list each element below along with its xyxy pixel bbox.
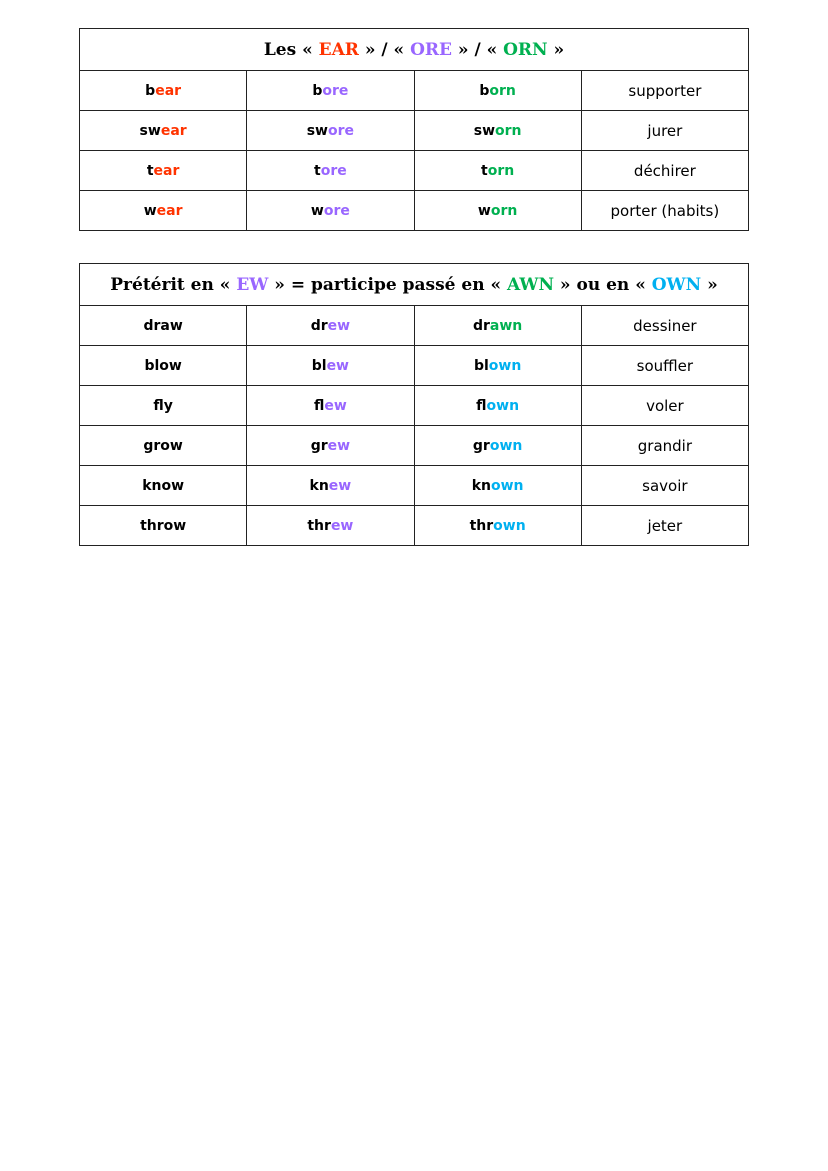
word-ending: ew bbox=[330, 517, 354, 534]
word-stem: sw bbox=[306, 122, 328, 139]
title-text: » bbox=[547, 39, 565, 60]
word-ending: own bbox=[486, 397, 520, 414]
word-stem: fly bbox=[153, 397, 173, 414]
word-stem: blow bbox=[144, 357, 182, 374]
preterite-cell bbox=[247, 191, 414, 231]
translation-cell: savoir bbox=[581, 466, 748, 506]
word-stem: w bbox=[477, 202, 491, 219]
word-ending: ore bbox=[328, 122, 355, 139]
past-participle-cell bbox=[414, 191, 581, 231]
ew-awn-own-table bbox=[79, 263, 749, 546]
table-row bbox=[80, 386, 749, 426]
title-text: » / « bbox=[451, 39, 504, 60]
word-stem: fl bbox=[313, 397, 325, 414]
translation-cell: dessiner bbox=[581, 306, 748, 346]
word-stem: draw bbox=[143, 317, 183, 334]
word-stem: grow bbox=[143, 437, 183, 454]
word-stem: throw bbox=[140, 517, 187, 534]
word-stem: thr bbox=[469, 517, 494, 534]
base-form-cell bbox=[80, 191, 247, 231]
past-participle-cell bbox=[414, 111, 581, 151]
preterite-cell bbox=[247, 506, 414, 546]
table-row bbox=[80, 151, 749, 191]
base-form-cell bbox=[80, 386, 247, 426]
translation-cell: souffler bbox=[581, 346, 748, 386]
word-stem: know bbox=[142, 477, 185, 494]
ear-ore-orn-table bbox=[79, 28, 749, 231]
word-ending: ear bbox=[156, 202, 183, 219]
word-ending: orn bbox=[490, 202, 518, 219]
word-stem: b bbox=[479, 82, 490, 99]
table-row bbox=[80, 191, 749, 231]
word-stem: bl bbox=[473, 357, 489, 374]
word-ending: ew bbox=[328, 477, 352, 494]
word-ending: own bbox=[493, 517, 526, 534]
table-row bbox=[80, 306, 749, 346]
word-ending: own bbox=[488, 357, 522, 374]
word-ending: own bbox=[491, 477, 524, 494]
translation-cell: porter (habits) bbox=[581, 191, 748, 231]
past-participle-cell bbox=[414, 386, 581, 426]
title-suffix-orn: ORN bbox=[503, 39, 548, 60]
past-participle-cell bbox=[414, 71, 581, 111]
past-participle-cell bbox=[414, 151, 581, 191]
word-stem: kn bbox=[309, 477, 329, 494]
word-ending: orn bbox=[487, 162, 515, 179]
word-stem: sw bbox=[473, 122, 496, 139]
past-participle-cell bbox=[414, 306, 581, 346]
preterite-cell bbox=[247, 306, 414, 346]
word-stem: sw bbox=[139, 122, 161, 139]
title-suffix-own: OWN bbox=[651, 274, 702, 295]
title-suffix-awn: AWN bbox=[507, 274, 555, 295]
preterite-cell bbox=[247, 111, 414, 151]
base-form-cell bbox=[80, 151, 247, 191]
table-row bbox=[80, 506, 749, 546]
word-stem: t bbox=[314, 162, 321, 179]
word-ending: ew bbox=[326, 357, 349, 374]
table-row bbox=[80, 111, 749, 151]
title-suffix-ore: ORE bbox=[410, 39, 452, 60]
translation-cell: déchirer bbox=[581, 151, 748, 191]
preterite-cell bbox=[247, 151, 414, 191]
word-stem: b bbox=[312, 82, 323, 99]
translation-cell: supporter bbox=[581, 71, 748, 111]
word-stem: dr bbox=[472, 317, 490, 334]
word-stem: fl bbox=[476, 397, 487, 414]
word-ending: ore bbox=[322, 82, 349, 99]
base-form-cell bbox=[80, 426, 247, 466]
table-row bbox=[80, 426, 749, 466]
table-row bbox=[80, 71, 749, 111]
translation-cell: jeter bbox=[581, 506, 748, 546]
word-stem: t bbox=[146, 162, 154, 179]
preterite-cell bbox=[247, 346, 414, 386]
base-form-cell bbox=[80, 466, 247, 506]
preterite-cell bbox=[247, 466, 414, 506]
title-text: » bbox=[701, 274, 718, 295]
base-form-cell bbox=[80, 346, 247, 386]
past-participle-cell bbox=[414, 466, 581, 506]
word-ending: ear bbox=[160, 122, 187, 139]
word-ending: ore bbox=[320, 162, 347, 179]
title-text: » ou en « bbox=[554, 274, 652, 295]
title-text: » = participe passé en « bbox=[268, 274, 508, 295]
word-ending: ear bbox=[153, 162, 180, 179]
base-form-cell bbox=[80, 506, 247, 546]
translation-cell: jurer bbox=[581, 111, 748, 151]
title-suffix-ear: EAR bbox=[318, 39, 359, 60]
title-text: Prétérit en « bbox=[110, 274, 237, 295]
word-stem: t bbox=[481, 162, 488, 179]
word-ending: ew bbox=[324, 397, 347, 414]
past-participle-cell bbox=[414, 506, 581, 546]
word-ending: ew bbox=[327, 437, 351, 454]
preterite-cell bbox=[247, 71, 414, 111]
word-stem: bl bbox=[311, 357, 327, 374]
word-stem: dr bbox=[310, 317, 328, 334]
word-stem: kn bbox=[471, 477, 491, 494]
table-row bbox=[80, 346, 749, 386]
table-row bbox=[80, 466, 749, 506]
word-ending: orn bbox=[489, 82, 516, 99]
word-ending: ew bbox=[327, 317, 351, 334]
word-ending: orn bbox=[495, 122, 522, 139]
past-participle-cell bbox=[414, 426, 581, 466]
word-stem: thr bbox=[307, 517, 331, 534]
base-form-cell bbox=[80, 71, 247, 111]
word-ending: awn bbox=[489, 317, 523, 334]
table-title bbox=[80, 29, 749, 71]
translation-cell: voler bbox=[581, 386, 748, 426]
base-form-cell bbox=[80, 306, 247, 346]
word-stem: b bbox=[145, 82, 156, 99]
title-text: Les « bbox=[263, 39, 319, 60]
word-ending: ore bbox=[323, 202, 350, 219]
translation-cell: grandir bbox=[581, 426, 748, 466]
past-participle-cell bbox=[414, 346, 581, 386]
word-ending: ear bbox=[155, 82, 182, 99]
word-stem: w bbox=[310, 202, 324, 219]
word-stem: w bbox=[143, 202, 157, 219]
title-text: » / « bbox=[358, 39, 411, 60]
word-stem: gr bbox=[472, 437, 490, 454]
title-suffix-ew: EW bbox=[236, 274, 269, 295]
word-ending: own bbox=[489, 437, 523, 454]
word-stem: gr bbox=[310, 437, 328, 454]
base-form-cell bbox=[80, 111, 247, 151]
preterite-cell bbox=[247, 386, 414, 426]
preterite-cell bbox=[247, 426, 414, 466]
table-title bbox=[80, 264, 749, 306]
